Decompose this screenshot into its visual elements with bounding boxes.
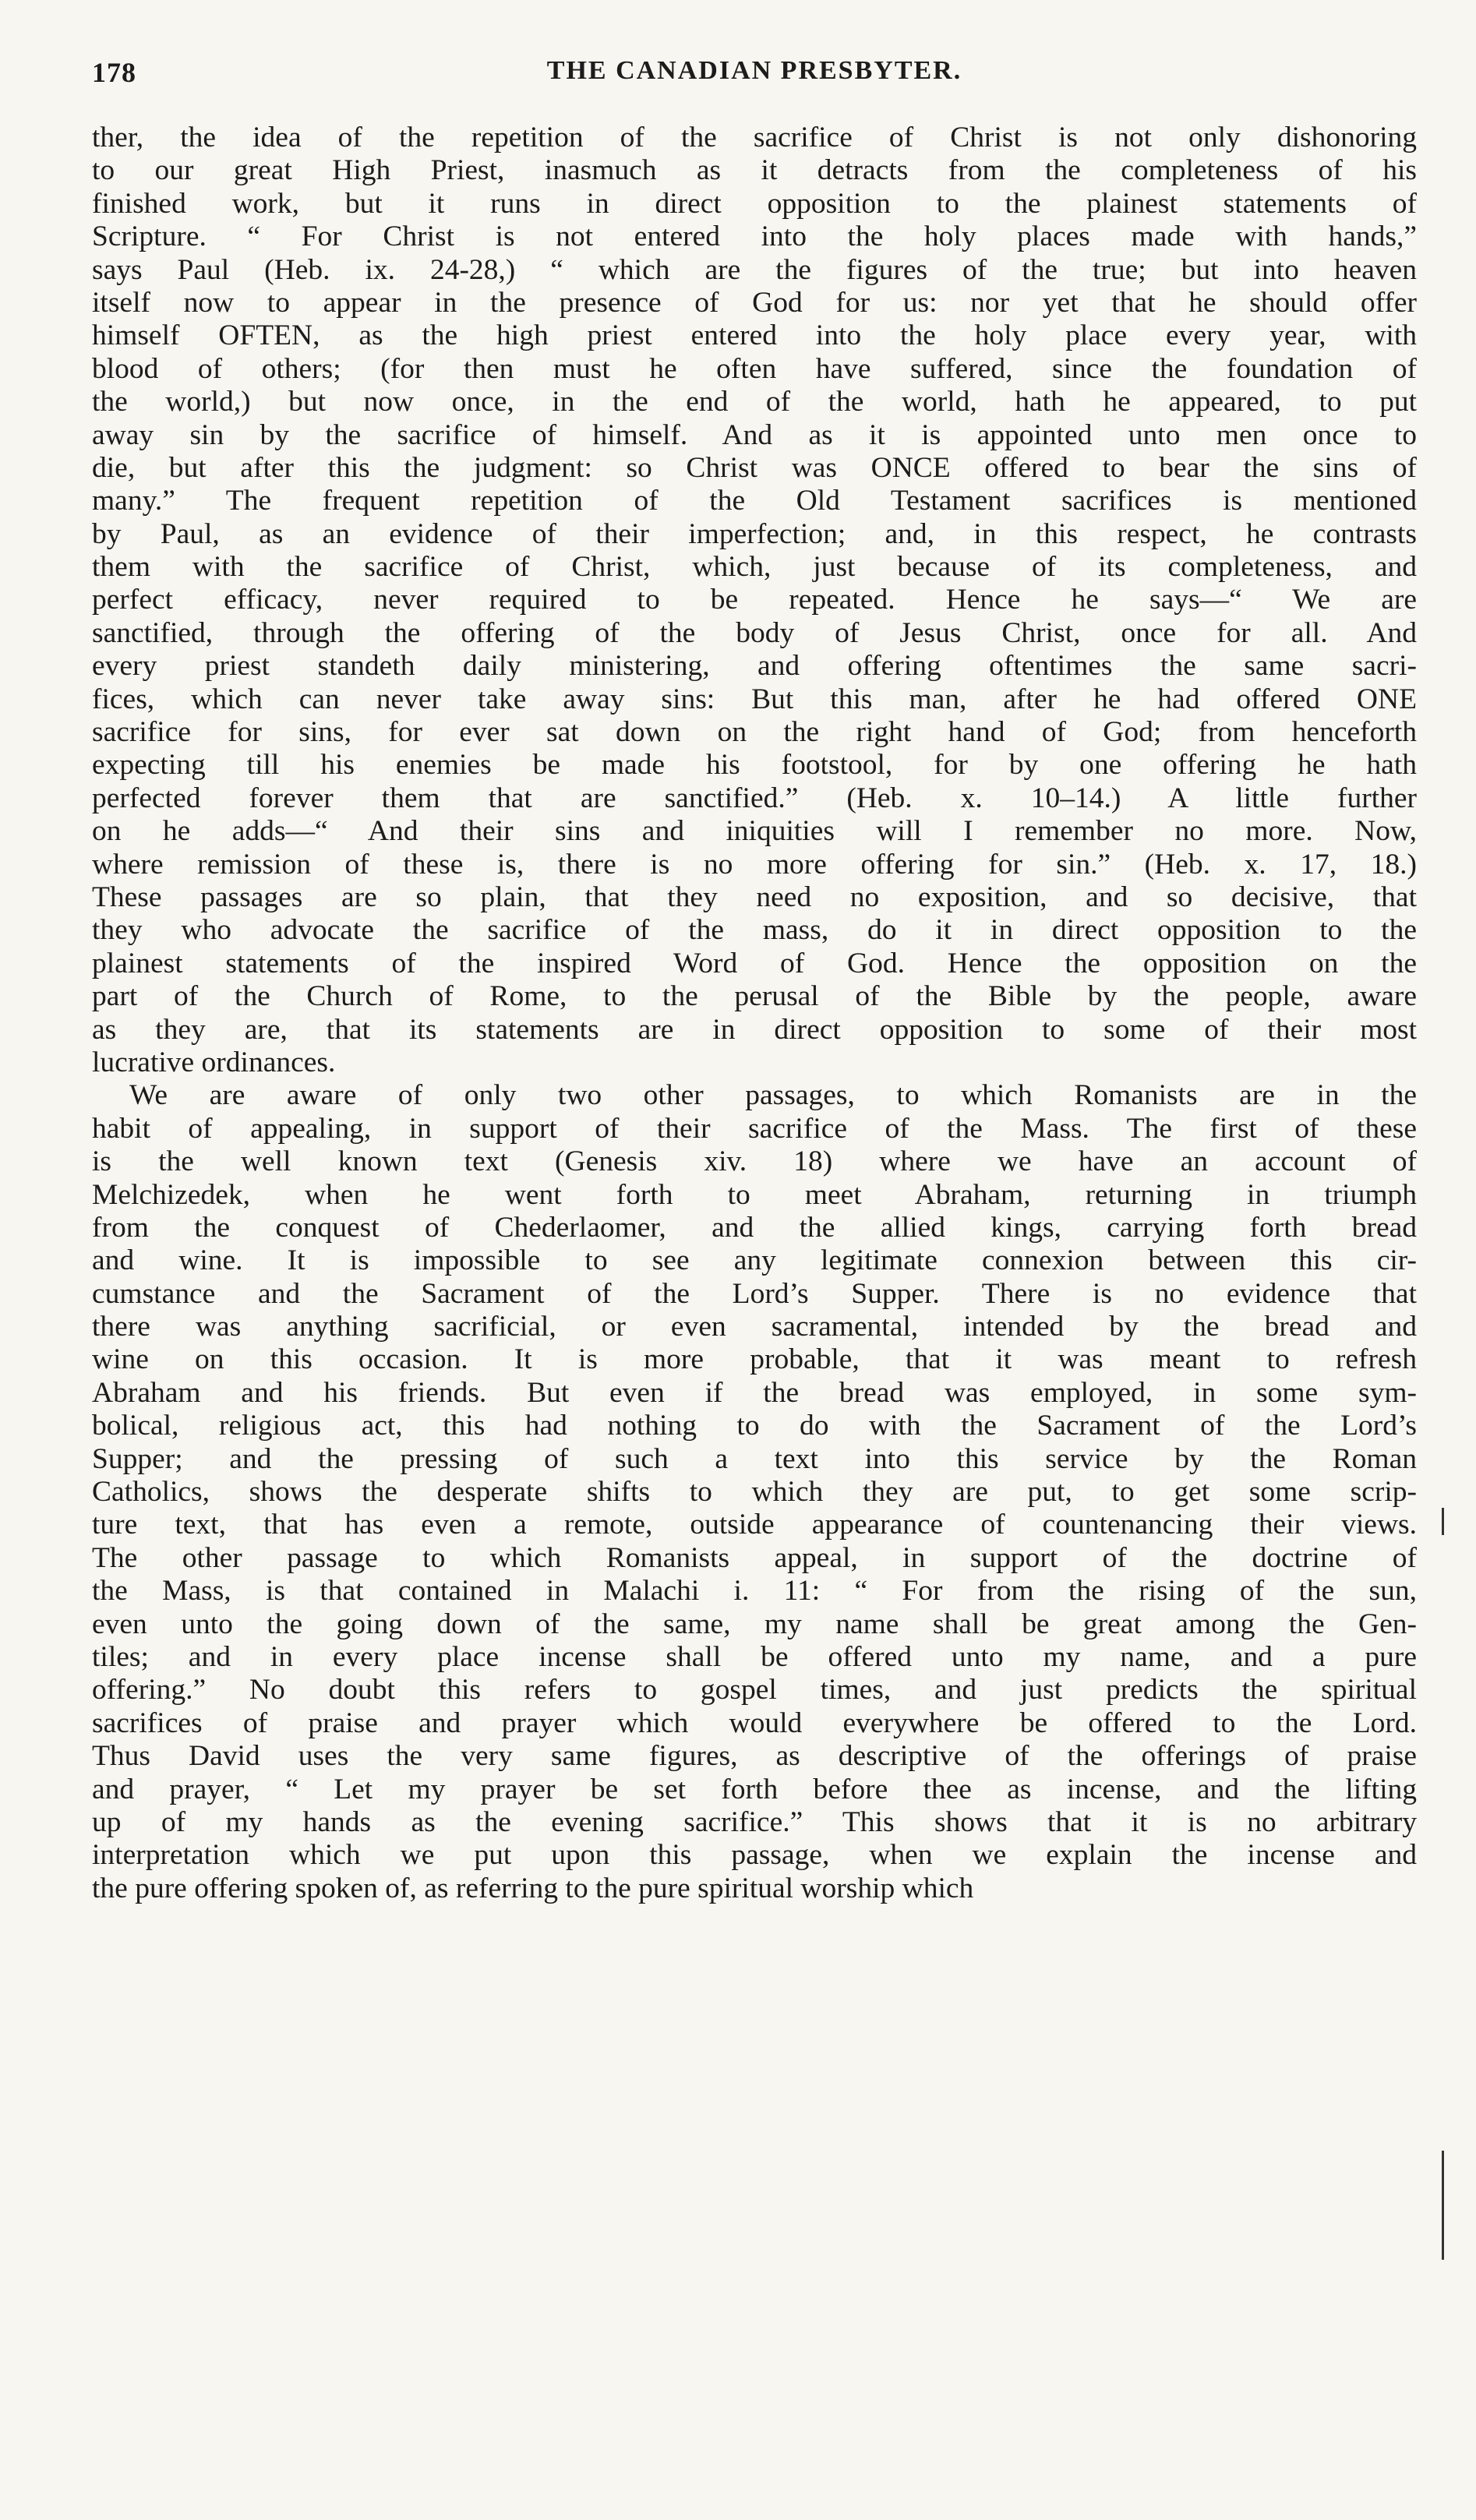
text-line: sacrifices of praise and prayer which would everywhere be offered to the Lord. (92, 1706, 1417, 1739)
text-line: cumstance and the Sacrament of the Lord’s Supper. There is no evidence that (92, 1277, 1417, 1310)
text-line: wine on this occasion. It is more probable, that it was meant to refresh (92, 1343, 1417, 1376)
text-line: from the conquest of Chederlaomer, and the allied kings, carrying forth bread (92, 1211, 1417, 1244)
document-page (92, 45, 1417, 1905)
text-line: to our great High Priest, inasmuch as it detracts from the completeness of his (92, 154, 1417, 187)
running-title: THE CANADIAN PRESBYTER. (546, 56, 962, 85)
text-line: We are aware of only two other passages, to which Romanists are in the (129, 1079, 1417, 1112)
text-line: The other passage to which Romanists appeal, in support of the doctrine of (92, 1541, 1417, 1574)
text-line: as they are, that its statements are in direct opposition to some of their most (92, 1013, 1417, 1046)
text-line: sanctified, through the offering of the body of Jesus Christ, once for all. And (92, 616, 1417, 649)
text-line: by Paul, as an evidence of their imperfection; and, in this respect, he contrasts (92, 517, 1417, 550)
text-line: the pure offering spoken of, as referring to the pure spiritual worship which (92, 1872, 974, 1904)
text-line: bolical, religious act, this had nothing to do with the Sacrament of the Lord’s (92, 1410, 1417, 1442)
text-line: them with the sacrifice of Christ, which, just because of its completeness, and (92, 551, 1417, 584)
text-line: sacrifice for sins, for ever sat down on the right hand of God; from henceforth (92, 716, 1417, 749)
text-line: on he adds—“ And their sins and iniquities will I remember no more. Now, (92, 815, 1417, 848)
text-line: habit of appealing, in support of their sacrifice of the Mass. The first of these (92, 1112, 1417, 1145)
margin-rule-lower (1442, 2151, 1444, 2260)
text-line: die, but after this the judgment: so Christ was ONCE offered to bear the sins of (92, 451, 1417, 484)
text-line: and wine. It is impossible to see any legitimate connexion between this cir- (92, 1244, 1417, 1277)
text-line: the world,) but now once, in the end of the world, hath he appeared, to put (92, 386, 1417, 418)
text-line: ture text, that has even a remote, outside appearance of countenancing their views. (92, 1509, 1417, 1541)
text-line: finished work, but it runs in direct opposition to the plainest statements of (92, 187, 1417, 220)
text-line: every priest standeth daily ministering, and offering oftentimes the same sacri- (92, 650, 1417, 683)
text-line: tiles; and in every place incense shall be offered unto my name, and a pure (92, 1640, 1417, 1673)
text-line: and prayer, “ Let my prayer be set forth before thee as incense, and the lifting (92, 1773, 1417, 1805)
text-line: interpretation which we put upon this passage, when we explain the incense and (92, 1839, 1417, 1872)
text-line: These passages are so plain, that they need no exposition, and so decisive, that (92, 881, 1417, 913)
article-body (92, 122, 1417, 1905)
text-line: Catholics, shows the desperate shifts to which they are put, to get some scrip- (92, 1476, 1417, 1509)
text-line: there was anything sacrificial, or even sacramental, intended by the bread and (92, 1311, 1417, 1343)
text-line: lucrative ordinances. (92, 1046, 336, 1078)
text-line: away sin by the sacrifice of himself. And as it is appointed unto men once to (92, 418, 1417, 451)
text-line: itself now to appear in the presence of God for us: nor yet that he should offer (92, 286, 1417, 319)
page-header (92, 45, 1417, 100)
text-line: blood of others; (for then must he often have suffered, since the foundation of (92, 352, 1417, 385)
text-line: fices, which can never take away sins: But this man, after he had offered ONE (92, 683, 1417, 715)
text-line: they who advocate the sacrifice of the mass, do it in direct opposition to the (92, 914, 1417, 947)
text-line: perfected forever them that are sanctified.” (Heb. x. 10–14.) A little further (92, 782, 1417, 814)
text-line: even unto the going down of the same, my name shall be great among the Gen- (92, 1608, 1417, 1640)
text-line: Supper; and the pressing of such a text into this service by the Roman (92, 1442, 1417, 1475)
text-line: where remission of these is, there is no more offering for sin.” (Heb. x. 17, 18.) (92, 848, 1417, 881)
text-line: offering.” No doubt this refers to gospel times, and just predicts the spiritual (92, 1674, 1417, 1706)
text-line: Thus David uses the very same figures, as descriptive of the offerings of praise (92, 1740, 1417, 1773)
text-line: Melchizedek, when he went forth to meet Abraham, returning in triumph (92, 1178, 1417, 1211)
text-line: many.” The frequent repetition of the Old Testament sacrifices is mentioned (92, 485, 1417, 517)
text-line: himself OFTEN, as the high priest entered into the holy place every year, with (92, 319, 1417, 352)
text-line: expecting till his enemies be made his footstool, for by one offering he hath (92, 749, 1417, 782)
text-line: up of my hands as the evening sacrifice.” This shows that it is no arbitrary (92, 1805, 1417, 1838)
text-line: part of the Church of Rome, to the perusal of the Bible by the people, aware (92, 980, 1417, 1013)
text-line: ther, the idea of the repetition of the sacrifice of Christ is not only dishonoring (92, 122, 1417, 154)
text-line: Scripture. “ For Christ is not entered into the holy places made with hands,” (92, 221, 1417, 253)
text-line: plainest statements of the inspired Word of God. Hence the opposition on the (92, 947, 1417, 979)
text-line: is the well known text (Genesis xiv. 18) where we have an account of (92, 1145, 1417, 1178)
margin-rule-upper (1442, 1508, 1444, 1535)
text-line: Abraham and his friends. But even if the bread was employed, in some sym- (92, 1376, 1417, 1409)
text-line: perfect efficacy, never required to be repeated. Hence he says—“ We are (92, 584, 1417, 616)
text-line: the Mass, is that contained in Malachi i. 11: “ For from the rising of the sun, (92, 1575, 1417, 1608)
text-line: says Paul (Heb. ix. 24-28,) “ which are the figures of the true; but into heaven (92, 253, 1417, 286)
page-number: 178 (92, 57, 136, 88)
